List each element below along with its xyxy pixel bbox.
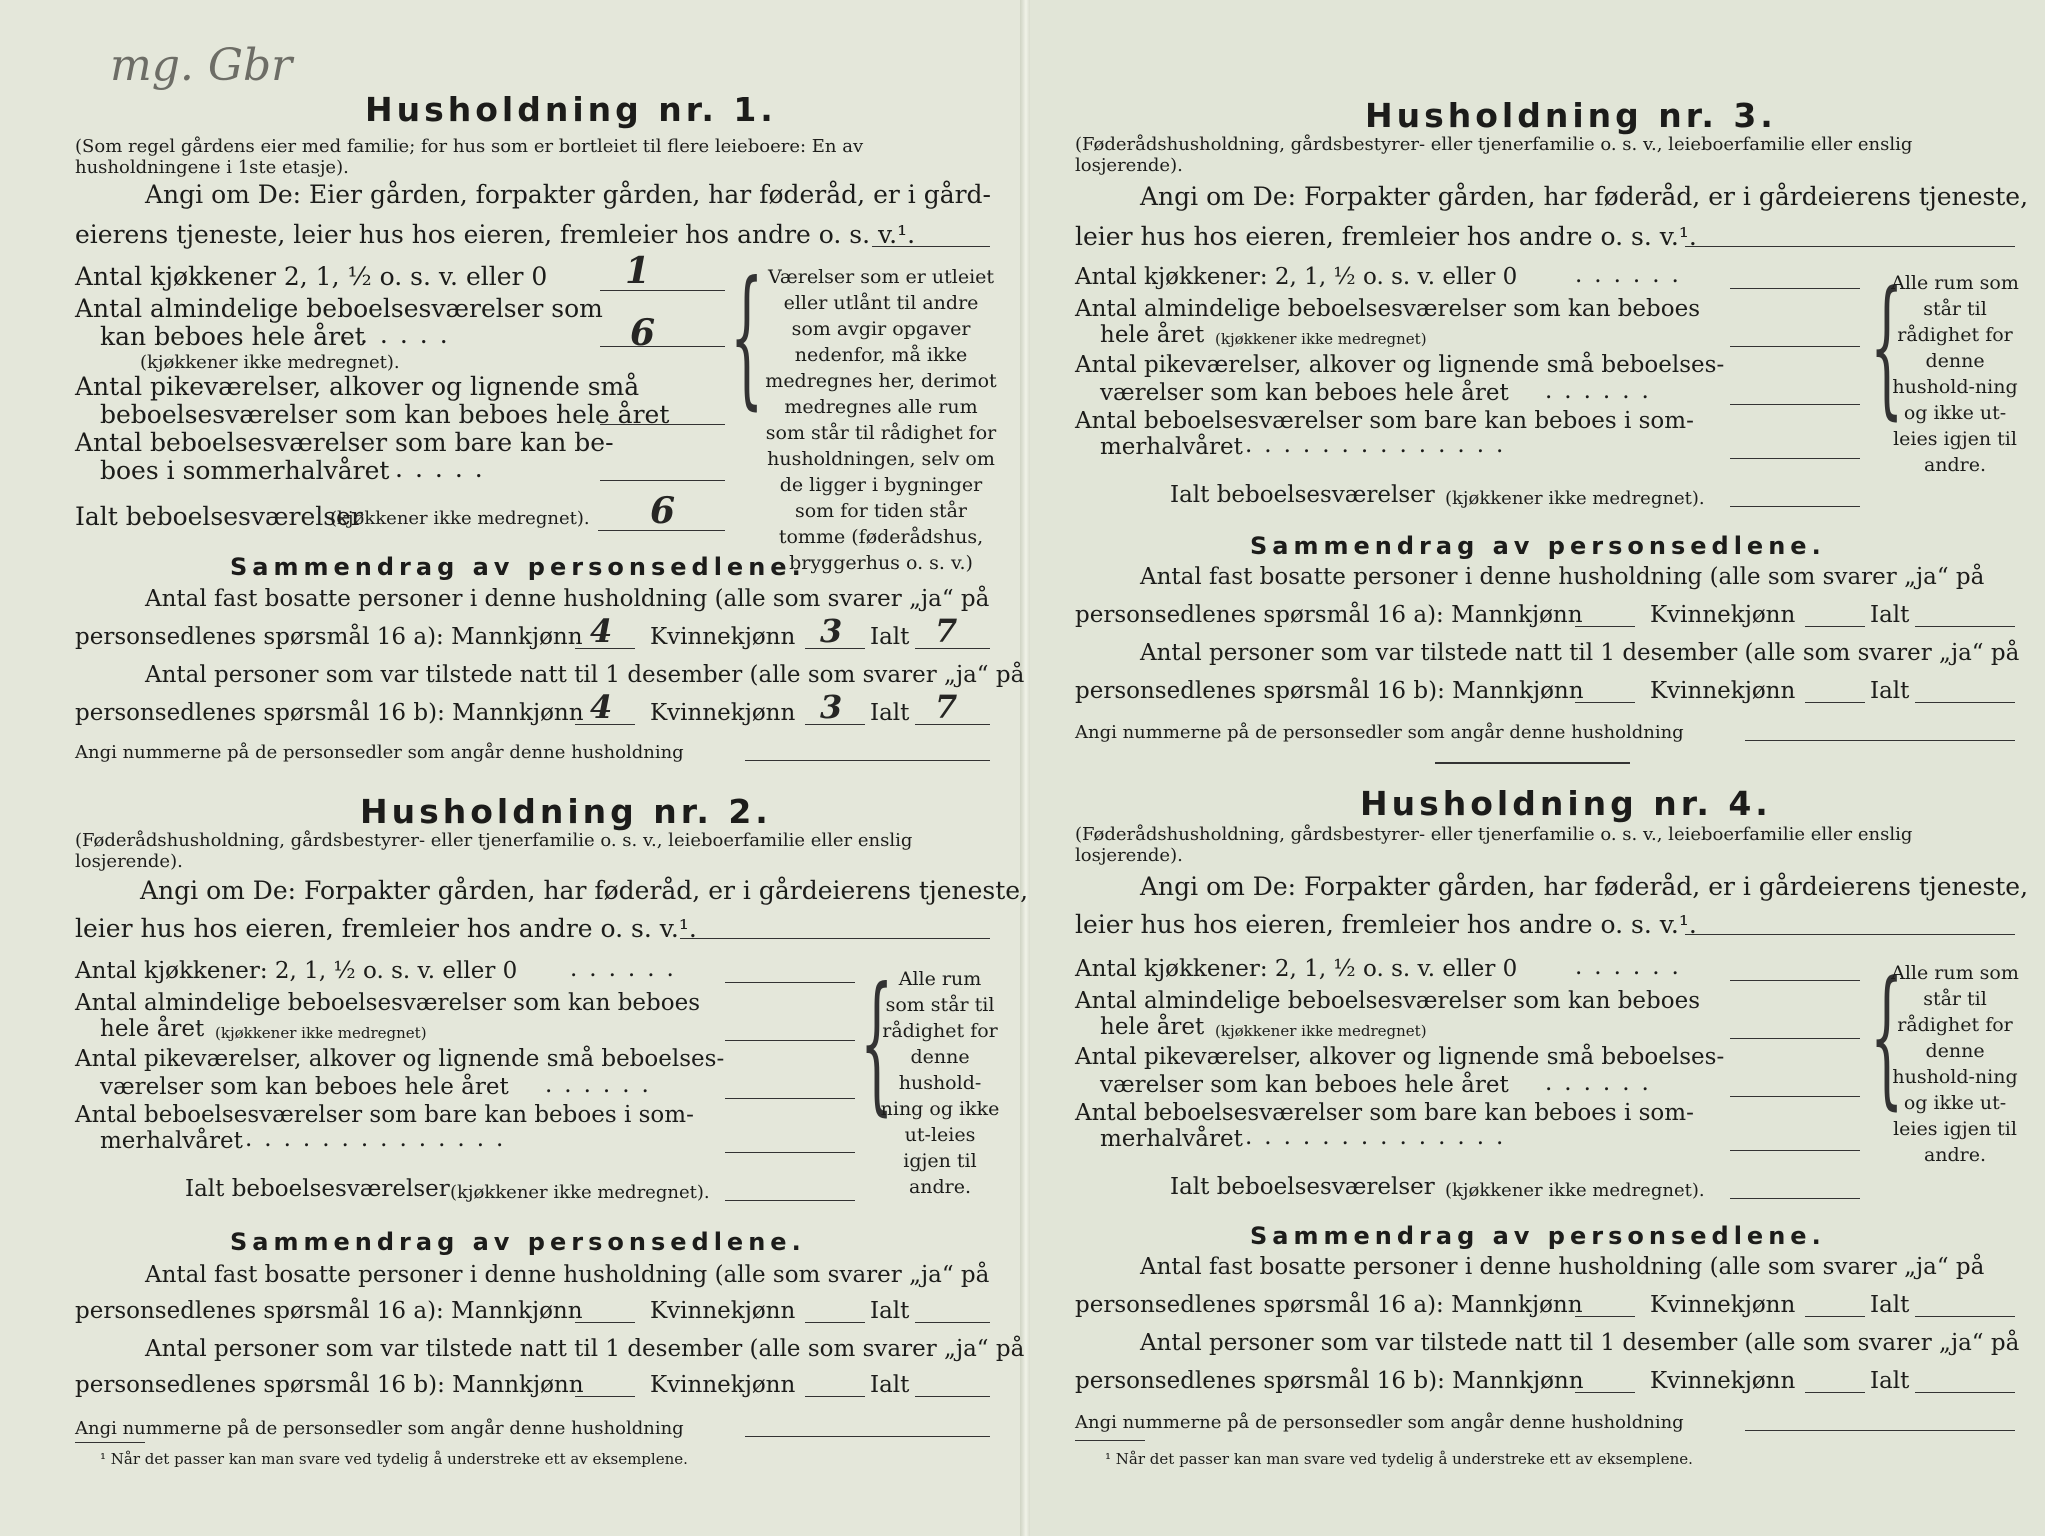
hh3-b-ialt-label: Ialt: [1870, 678, 1910, 704]
hh3-note: (Føderådshusholdning, gårdsbestyrer- eller tjenerfamilie o. s. v., leieboerfamilie eller enslig losjerende).: [1075, 134, 1913, 176]
hh3-pike-line1: Antal pikeværelser, alkover og lignende små beboelses-: [1075, 352, 1725, 378]
hh2-pike-line2: værelser som kan beboes hele året: [100, 1074, 509, 1100]
hh1-sum2-line2: personsedlenes spørsmål 16 b): Mannkjønn: [75, 700, 584, 726]
hh1-sum1-line1: Antal fast bosatte personer i denne husholdning (alle som svarer „ja“ på: [145, 586, 990, 612]
hh2-somm-line2: merhalvåret: [100, 1128, 243, 1154]
hh4-ialt-note: (kjøkkener ikke medregnet).: [1445, 1180, 1705, 1201]
right-page: Husholdning nr. 3. (Føderådshusholdning, gårdsbestyrer- eller tjenerfamilie o. s. v., leieboerfamilie eller enslig losjerende). Angi om De: Forpakter gården, har føderåd, er i gårdeierens tjeneste, leier hus hos eieren, fremleier hos andre o. s. v.¹. Antal kjøkkener: 2, 1, ½ o. s. v. eller 0 ...... Antal almindelige beboelsesværelser som kan beboes hele året (kjøkkener ikke medregnet) Antal pikeværelser, alkover og lignende små beboelses- værelser som kan beboes hele året ...... Antal beboelsesværelser som bare kan beboes i som- merhalvåret .............. Ialt beboelsesværelser (kjøkkener ikke medregnet). { Alle rum som står til rådighet for denne hushold-ning og ikke ut-leies igjen til andre. Sammendrag av personsedlene. Antal fast bosatte personer i denne husholdning (alle som svarer „ja“ på personsedlenes spørsmål 16 a): Mannkjønn Kvinnekjønn Ialt Antal personer som var tilstede natt til 1 desember (alle som svarer „ja“ på personsedlenes spørsmål 16 b): Mannkjønn Kvinnekjønn Ialt Angi nummerne på de personsedler som angår denne husholdning Husholdning nr. 4. (Føderådshusholdning, gårdsbestyrer- eller tjenerfamilie o. s. v., leieboerfamilie eller enslig losjerende). Angi om De: Forpakter gården, har føderåd, er i gårdeierens tjeneste, leier hus hos eieren, fremleier hos andre o. s. v.¹. Antal kjøkkener: 2, 1, ½ o. s. v. eller 0 ...... Antal almindelige beboelsesværelser som kan beboes hele året (kjøkkener ikke medregnet) Antal pikeværelser, alkover og lignende små beboelses- værelser som kan beboes hele året ...... Antal beboelsesværelser som bare kan beboes i som- merhalvåret .............. Ialt beboelsesværelser (kjøkkener ikke medregnet). { Alle rum som står til rådighet for denne hushold-ning og ikke ut-leies igjen til andre. Sammendrag av personsedlene. Antal fast bosatte personer i denne husholdning (alle som svarer „ja“ på personsedlenes spørsmål 16 a): Mannkjønn Kvinnekjønn Ialt Antal personer som var tilstede natt til 1 desember (alle som svarer „ja“ på personsedlenes spørsmål 16 b): Mannkjønn Kvinnekjønn Ialt Angi nummerne på de personsedler som angår denne husholdning ¹ Når det passer kan man svare ved tydelig å understreke ett av eksemplene.: [1030, 0, 2045, 1536]
hh3-a-kvinne-label: Kvinnekjønn: [1650, 602, 1796, 628]
hh2-note: (Føderådshusholdning, gårdsbestyrer- eller tjenerfamilie o. s. v., leieboerfamilie eller enslig losjerende).: [75, 830, 913, 872]
hh2-ialt: Ialt beboelsesværelser: [185, 1176, 450, 1202]
hh2-alm-line1: Antal almindelige beboelsesværelser som kan beboes: [75, 990, 701, 1016]
left-page: mg. Gbr Husholdning nr. 1. (Som regel gårdens eier med familie; for hus som er bortleiet til flere leieboere: En av husholdningene i 1ste etasje). Angi om De: Eier gården, forpakter gården, har føderåd, er i gård- eierens tjeneste, leier hus hos eieren, fremleier hos andre o. s. v.¹. Antal kjøkkener 2, 1, ½ o. s. v. eller 0 1 Antal almindelige beboelsesværelser som kan beboes hele året ...... 6 (kjøkkener ikke medregnet). Antal pikeværelser, alkover og lignende små beboelsesværelser som kan beboes hele året Antal beboelsesværelser som bare kan be- boes i sommerhalvåret ..... Ialt beboelsesværelser (kjøkkener ikke medregnet). 6 { Værelser som er utleiet eller utlånt til andre som avgir opgaver nedenfor, må ikke medregnes her, derimot medregnes alle rum som står til rådighet for husholdningen, selv om de ligger i bygninger som for tiden står tomme (føderådshus, bryggerhus o. s. v.) Sammendrag av personsedlene. Antal fast bosatte personer i denne husholdning (alle som svarer „ja“ på personsedlenes spørsmål 16 a): Mannkjønn 4 Kvinnekjønn 3 Ialt 7 Antal personer som var tilstede natt til 1 desember (alle som svarer „ja“ på personsedlenes spørsmål 16 b): Mannkjønn 4 Kvinnekjønn 3 Ialt 7 Angi nummerne på de personsedler som angår denne husholdning Husholdning nr. 2. (Føderådshusholdning, gårdsbestyrer- eller tjenerfamilie o. s. v., leieboerfamilie eller enslig losjerende). Angi om De: Forpakter gården, har føderåd, er i gårdeierens tjeneste, leier hus hos eieren, fremleier hos andre o. s. v.¹. Antal kjøkkener: 2, 1, ½ o. s. v. eller 0 ...... Antal almindelige beboelsesværelser som kan beboes hele året (kjøkkener ikke medregnet) Antal pikeværelser, alkover og lignende små beboelses- værelser som kan beboes hele året ...... Antal beboelsesværelser som bare kan beboes i som- merhalvåret .............. Ialt beboelsesværelser (kjøkkener ikke medregnet). { Alle rum som står til rådighet for denne hushold-ning og ikke ut-leies igjen til andre. Sammendrag av personsedlene. Antal fast bosatte personer i denne husholdning (alle som svarer „ja“ på personsedlenes spørsmål 16 a): Mannkjønn Kvinnekjønn Ialt Antal personer som var tilstede natt til 1 desember (alle som svarer „ja“ på personsedlenes spørsmål 16 b): Mannkjønn Kvinnekjønn Ialt Angi nummerne på de personsedler som angår denne husholdning ¹ Når det passer kan man svare ved tydelig å understreke ett av eksemplene.: [75, 40, 1029, 1468]
hh4-a-ialt-label: Ialt: [1870, 1292, 1910, 1318]
hh4-a-kvinne-label: Kvinnekjønn: [1650, 1292, 1796, 1318]
hh3-sum-title: Sammendrag av personsedlene.: [1250, 532, 1826, 560]
hh3-b-kvinne-label: Kvinnekjønn: [1650, 678, 1796, 704]
hh1-alm-note: (kjøkkener ikke medregnet).: [140, 352, 400, 373]
hh2-sum-title: Sammendrag av personsedlene.: [230, 1228, 806, 1256]
hh2-angi-line2: leier hus hos eieren, fremleier hos andre o. s. v.¹.: [75, 914, 697, 943]
hh3-alm-note: (kjøkkener ikke medregnet): [1215, 330, 1427, 348]
hh3-sum1-line2: personsedlenes spørsmål 16 a): Mannkjønn: [1075, 602, 1583, 628]
hh4-brace-text: Alle rum som står til rådighet for denne hushold-ning og ikke ut-leies igjen til andre.: [1891, 962, 2019, 1166]
hh4-kjokken: Antal kjøkkener: 2, 1, ½ o. s. v. eller 0: [1075, 956, 1518, 982]
hh3-sum2-line2: personsedlenes spørsmål 16 b): Mannkjønn: [1075, 678, 1584, 704]
hh2-sum2-line1: Antal personer som var tilstede natt til 1 desember (alle som svarer „ja“ på: [145, 1336, 1025, 1362]
hh4-alm-line1: Antal almindelige beboelsesværelser som kan beboes: [1075, 988, 1701, 1014]
hh2-pike-line1: Antal pikeværelser, alkover og lignende små beboelses-: [75, 1046, 725, 1072]
hh3-angi-line1: Angi om De: Forpakter gården, har føderåd, er i gårdeierens tjeneste,: [1140, 182, 2029, 211]
hh4-ialt: Ialt beboelsesværelser: [1170, 1174, 1435, 1200]
hh3-alm-line1: Antal almindelige beboelsesværelser som kan beboes: [1075, 296, 1701, 322]
hh3-sum1-line1: Antal fast bosatte personer i denne husholdning (alle som svarer „ja“ på: [1140, 564, 1985, 590]
hh1-brace-text: Værelser som er utleiet eller utlånt til andre som avgir opgaver nedenfor, må ikke medregnes her, derimot medregnes alle rum som står til rådighet for husholdningen, selv om de ligger i bygninger som for tiden står tomme (føderådshus, bryggerhus o. s. v.): [765, 266, 997, 574]
hh4-angi-line2: leier hus hos eieren, fremleier hos andre o. s. v.¹.: [1075, 910, 1697, 939]
hh3-brace-text: Alle rum som står til rådighet for denne hushold-ning og ikke ut-leies igjen til andre.: [1891, 272, 2019, 476]
hh4-alm-note: (kjøkkener ikke medregnet): [1215, 1022, 1427, 1040]
hh1-ialt-note: (kjøkkener ikke medregnet).: [330, 508, 590, 529]
hh2-sum2-line2: personsedlenes spørsmål 16 b): Mannkjønn: [75, 1372, 584, 1398]
hh2-angi-nummer: Angi nummerne på de personsedler som angår denne husholdning: [75, 1418, 684, 1439]
hh3-ialt: Ialt beboelsesværelser: [1170, 482, 1435, 508]
hh4-note: (Føderådshusholdning, gårdsbestyrer- eller tjenerfamilie o. s. v., leieboerfamilie eller enslig losjerende).: [1075, 824, 1913, 866]
hh2-b-kvinne-label: Kvinnekjønn: [650, 1372, 796, 1398]
hh4-title: Husholdning nr. 4.: [1360, 784, 1772, 823]
hh1-angi-line2: eierens tjeneste, leier hus hos eieren, fremleier hos andre o. s. v.¹.: [75, 220, 916, 249]
hh3-pike-line2: værelser som kan beboes hele året: [1100, 380, 1509, 406]
hh2-ialt-note: (kjøkkener ikke medregnet).: [450, 1182, 710, 1203]
hh3-kjokken: Antal kjøkkener: 2, 1, ½ o. s. v. eller 0: [1075, 264, 1518, 290]
hh1-b-kvinne-label: Kvinnekjønn: [650, 700, 796, 726]
hh1-sum1-line2: personsedlenes spørsmål 16 a): Mannkjønn: [75, 624, 583, 650]
hh4-angi-nummer: Angi nummerne på de personsedler som angår denne husholdning: [1075, 1412, 1684, 1433]
hh3-sum2-line1: Antal personer som var tilstede natt til 1 desember (alle som svarer „ja“ på: [1140, 640, 2020, 666]
hh1-somm-line2: boes i sommerhalvåret: [100, 456, 390, 485]
hh1-kjokken-value: 1: [625, 250, 651, 292]
hh3-angi-line2: leier hus hos eieren, fremleier hos andre o. s. v.¹.: [1075, 222, 1697, 251]
hh1-title: Husholdning nr. 1.: [365, 90, 777, 129]
hh3-a-ialt-label: Ialt: [1870, 602, 1910, 628]
hh2-a-ialt-label: Ialt: [870, 1298, 910, 1324]
hh2-brace: {: [860, 956, 894, 1130]
hh1-b-kvinne: 3: [820, 688, 843, 726]
hh1-a-mann: 4: [590, 612, 613, 650]
hh2-sum1-line2: personsedlenes spørsmål 16 a): Mannkjønn: [75, 1298, 583, 1324]
hh3-title: Husholdning nr. 3.: [1365, 96, 1777, 135]
hh2-alm-note: (kjøkkener ikke medregnet): [215, 1024, 427, 1042]
handwritten-note: mg. Gbr: [110, 40, 293, 91]
hh1-sum2-line1: Antal personer som var tilstede natt til 1 desember (alle som svarer „ja“ på: [145, 662, 1025, 688]
hh3-ialt-note: (kjøkkener ikke medregnet).: [1445, 488, 1705, 509]
hh4-sum-title: Sammendrag av personsedlene.: [1250, 1222, 1826, 1250]
hh3-angi-nummer: Angi nummerne på de personsedler som angår denne husholdning: [1075, 722, 1684, 743]
hh3-brace: {: [1870, 260, 1904, 434]
hh1-b-ialt-label: Ialt: [870, 700, 910, 726]
hh1-brace: {: [730, 250, 764, 424]
hh4-brace: {: [1870, 950, 1904, 1124]
hh2-kjokken: Antal kjøkkener: 2, 1, ½ o. s. v. eller 0: [75, 958, 518, 984]
hh1-angi-line1: Angi om De: Eier gården, forpakter gården, har føderåd, er i gård-: [145, 180, 992, 209]
hh3-alm-line2: hele året: [1100, 322, 1205, 348]
hh4-sum1-line1: Antal fast bosatte personer i denne husholdning (alle som svarer „ja“ på: [1140, 1254, 1985, 1280]
hh1-alm-line1: Antal almindelige beboelsesværelser som: [75, 294, 603, 323]
hh4-somm-line2: merhalvåret: [1100, 1126, 1243, 1152]
hh4-sum2-line2: personsedlenes spørsmål 16 b): Mannkjønn: [1075, 1368, 1584, 1394]
hh4-somm-line1: Antal beboelsesværelser som bare kan beboes i som-: [1075, 1100, 1694, 1126]
hh1-sum-title: Sammendrag av personsedlene.: [230, 553, 806, 581]
hh4-pike-line2: værelser som kan beboes hele året: [1100, 1072, 1509, 1098]
hh1-ialt-label: Ialt beboelsesværelser: [75, 502, 363, 531]
hh1-kjokken-label: Antal kjøkkener 2, 1, ½ o. s. v. eller 0: [75, 262, 548, 291]
hh2-title: Husholdning nr. 2.: [360, 792, 772, 831]
hh2-sum1-line1: Antal fast bosatte personer i denne husholdning (alle som svarer „ja“ på: [145, 1262, 990, 1288]
hh4-sum1-line2: personsedlenes spørsmål 16 a): Mannkjønn: [1075, 1292, 1583, 1318]
hh4-sum2-line1: Antal personer som var tilstede natt til 1 desember (alle som svarer „ja“ på: [1140, 1330, 2020, 1356]
hh3-somm-line1: Antal beboelsesværelser som bare kan beboes i som-: [1075, 408, 1694, 434]
hh1-a-kvinne: 3: [820, 612, 843, 650]
right-footnote: ¹ Når det passer kan man svare ved tydelig å understreke ett av eksemplene.: [1105, 1450, 1693, 1468]
hh1-pike-line2: beboelsesværelser som kan beboes hele året: [100, 400, 670, 429]
hh1-ialt-value: 6: [650, 490, 676, 532]
hh4-angi-line1: Angi om De: Forpakter gården, har føderåd, er i gårdeierens tjeneste,: [1140, 872, 2029, 901]
hh1-somm-line1: Antal beboelsesværelser som bare kan be-: [75, 428, 614, 457]
hh2-brace-text: Alle rum som står til rådighet for denne hushold-ning og ikke ut-leies igjen til andre.: [880, 968, 1000, 1198]
hh1-b-mann: 4: [590, 688, 613, 726]
left-footnote: ¹ Når det passer kan man svare ved tydelig å understreke ett av eksemplene.: [100, 1450, 688, 1468]
hh1-angi-nummer: Angi nummerne på de personsedler som angår denne husholdning: [75, 742, 684, 763]
hh4-pike-line1: Antal pikeværelser, alkover og lignende små beboelses-: [1075, 1044, 1725, 1070]
hh1-alm-value: 6: [630, 312, 656, 354]
hh4-b-kvinne-label: Kvinnekjønn: [1650, 1368, 1796, 1394]
hh3-somm-line2: merhalvåret: [1100, 434, 1243, 460]
hh1-pike-line1: Antal pikeværelser, alkover og lignende små: [75, 372, 640, 401]
hh2-a-kvinne-label: Kvinnekjønn: [650, 1298, 796, 1324]
hh4-alm-line2: hele året: [1100, 1014, 1205, 1040]
hh1-a-kvinne-label: Kvinnekjønn: [650, 624, 796, 650]
hh1-a-ialt: 7: [935, 612, 958, 650]
hh1-alm-line2: kan beboes hele året: [100, 322, 365, 351]
hh2-b-ialt-label: Ialt: [870, 1372, 910, 1398]
hh2-somm-line1: Antal beboelsesværelser som bare kan beboes i som-: [75, 1102, 694, 1128]
hh1-b-ialt: 7: [935, 688, 958, 726]
hh1-a-ialt-label: Ialt: [870, 624, 910, 650]
hh2-angi-line1: Angi om De: Forpakter gården, har føderåd, er i gårdeierens tjeneste,: [140, 876, 1029, 905]
hh4-b-ialt-label: Ialt: [1870, 1368, 1910, 1394]
hh1-note: (Som regel gårdens eier med familie; for hus som er bortleiet til flere leieboere: En av husholdningene i 1ste etasje).: [75, 136, 864, 178]
hh2-alm-line2: hele året: [100, 1016, 205, 1042]
